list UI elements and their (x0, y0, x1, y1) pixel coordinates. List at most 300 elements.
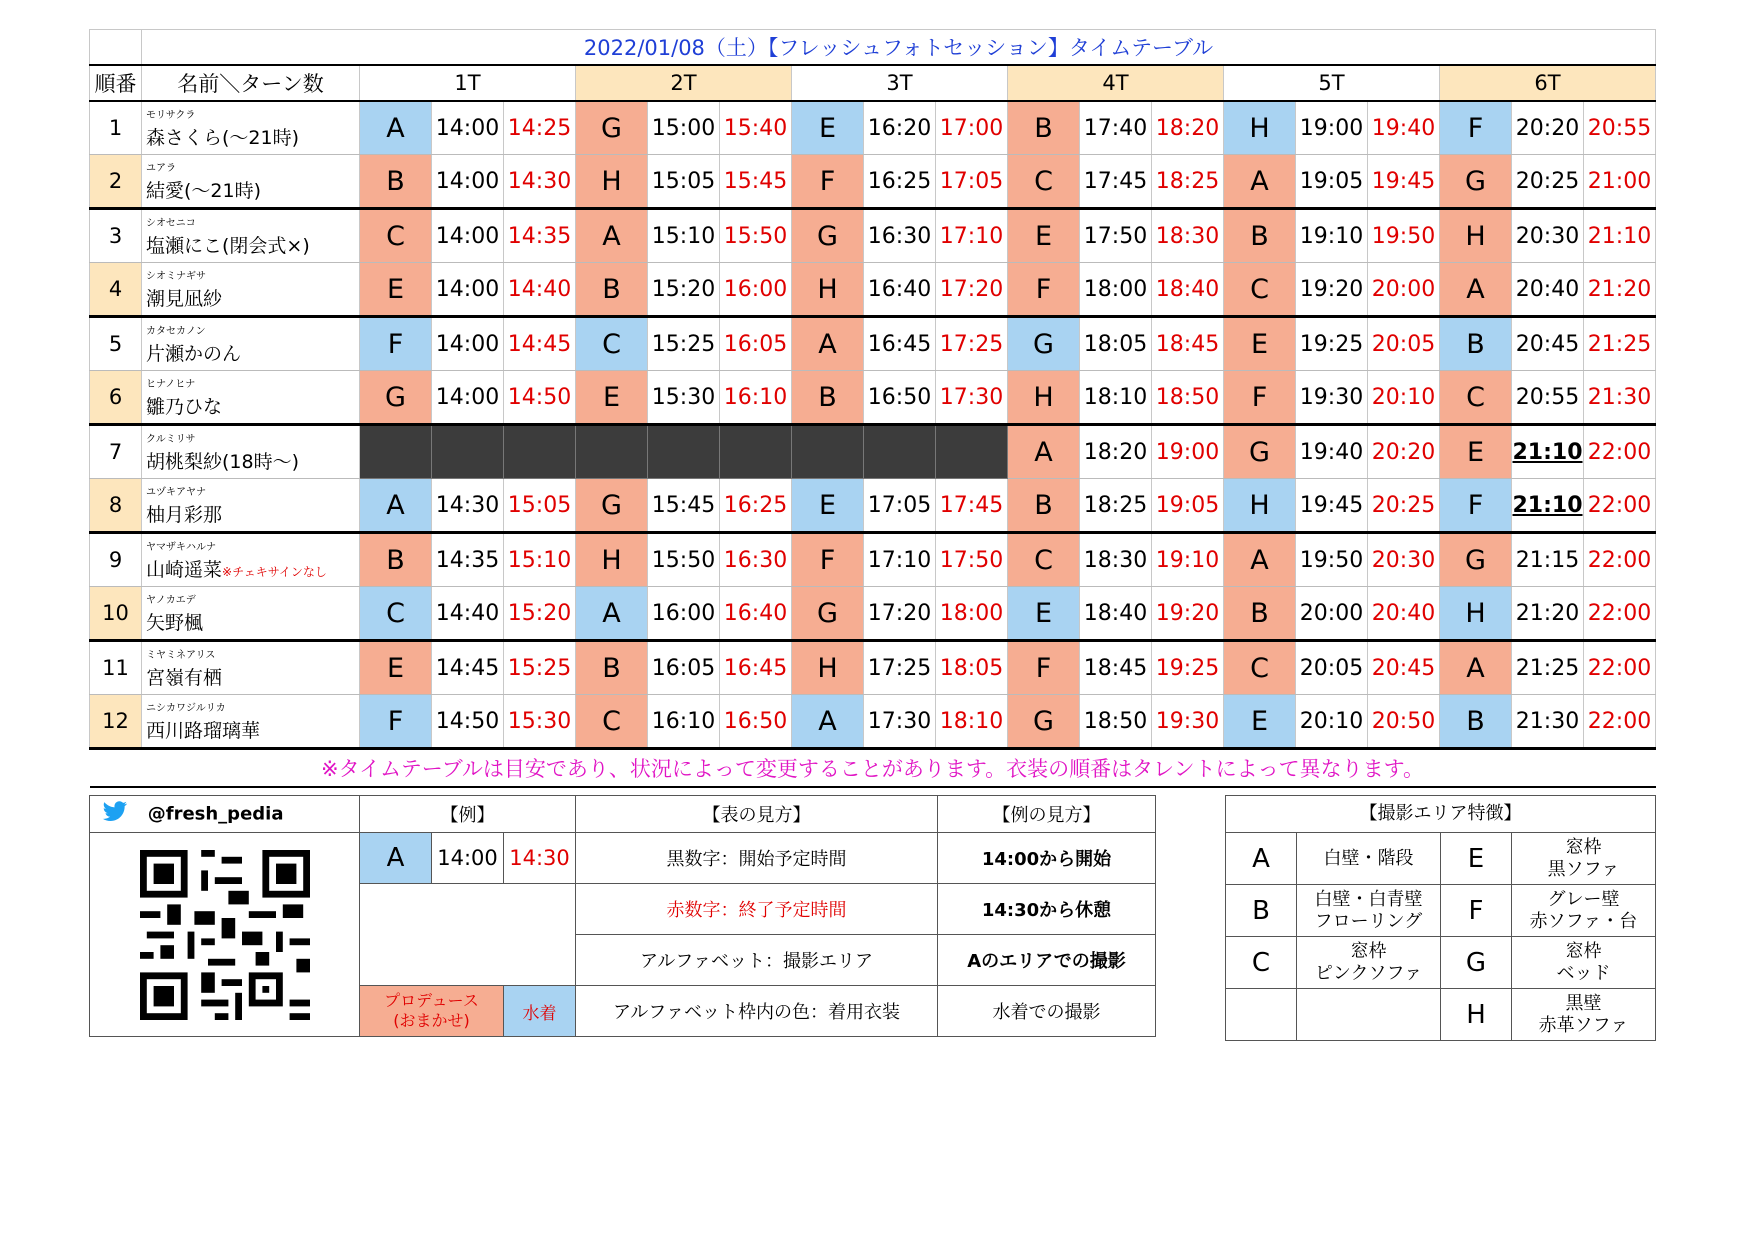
table-row (90, 155, 1656, 209)
talent-name-line (146, 555, 327, 582)
area-description: 白壁・階段 (1297, 833, 1441, 885)
slot-start-time: 21:20 (1512, 587, 1584, 641)
twitter-icon (102, 801, 128, 828)
slot-start-time: 18:40 (1080, 587, 1152, 641)
talent-kana: ユアラ (146, 163, 176, 174)
slot-end-time: 15:40 (720, 101, 792, 155)
talent-name-cell (142, 371, 360, 425)
talent-name: 西川路瑠璃華 (146, 720, 261, 742)
qr-code-cell (90, 833, 360, 1037)
area-row (1226, 989, 1656, 1041)
slot-area: F (1440, 479, 1512, 533)
slot-end-time: 21:00 (1584, 155, 1656, 209)
slot-end-time: 15:05 (504, 479, 576, 533)
slot-start-time: 18:05 (1080, 317, 1152, 371)
slot-area: G (1008, 317, 1080, 371)
slot-end-time: 17:30 (936, 371, 1008, 425)
slot-end-time: 20:00 (1368, 263, 1440, 317)
slot-start-time: 20:25 (1512, 155, 1584, 209)
unavailable-slot (792, 425, 864, 479)
row-number: 5 (90, 317, 142, 371)
timetable (89, 29, 1656, 788)
talent-name-cell (142, 695, 360, 749)
talent-name: 柚月彩那 (146, 504, 223, 526)
slot-end-time: 19:05 (1152, 479, 1224, 533)
unavailable-slot (720, 425, 792, 479)
slot-start-time: 17:05 (864, 479, 936, 533)
slot-area: G (1008, 695, 1080, 749)
slot-end-time: 21:20 (1584, 263, 1656, 317)
slot-end-time: 16:05 (720, 317, 792, 371)
slot-end-time: 17:25 (936, 317, 1008, 371)
howto-start: 黒数字：開始予定時間 (576, 833, 938, 884)
slot-end-time: 20:45 (1368, 641, 1440, 695)
slot-area: H (576, 533, 648, 587)
slot-start-time: 18:50 (1080, 695, 1152, 749)
talent-name-line (146, 392, 222, 419)
produce-swatch: プロデュース (おまかせ) (360, 986, 504, 1037)
slot-end-time: 14:50 (504, 371, 576, 425)
slot-end-time: 20:40 (1368, 587, 1440, 641)
slot-start-time: 20:30 (1512, 209, 1584, 263)
slot-area: H (1224, 479, 1296, 533)
slot-start-time: 14:40 (432, 587, 504, 641)
slot-area: G (792, 209, 864, 263)
area-description: 窓枠 黒ソファ (1512, 833, 1656, 885)
slot-area: E (1008, 209, 1080, 263)
slot-area: E (1008, 587, 1080, 641)
talent-name-line (146, 176, 261, 203)
table-row (90, 371, 1656, 425)
slot-end-time: 20:50 (1368, 695, 1440, 749)
order-header: 順番 (90, 65, 142, 101)
slot-end-time: 16:50 (720, 695, 792, 749)
slot-start-time: 18:20 (1080, 425, 1152, 479)
area-letter: F (1440, 885, 1511, 937)
talent-kana: シオミナギサ (146, 271, 206, 282)
talent-name-cell (142, 425, 360, 479)
slot-end-time: 16:40 (720, 587, 792, 641)
slot-area: B (1008, 479, 1080, 533)
timetable-sheet (89, 29, 1656, 1036)
table-row (90, 209, 1656, 263)
slot-end-time: 21:10 (1584, 209, 1656, 263)
slot-start-time: 19:30 (1296, 371, 1368, 425)
talent-name: 森さくら(～21時) (146, 127, 300, 149)
slot-end-time: 16:45 (720, 641, 792, 695)
talent-name-line (146, 339, 241, 366)
talent-name: 山崎遥菜 (146, 559, 223, 581)
talent-kana: ヤノカエデ (146, 595, 196, 606)
slot-start-time: 14:00 (432, 155, 504, 209)
slot-end-time: 22:00 (1584, 479, 1656, 533)
unavailable-slot (576, 425, 648, 479)
slot-start-time: 17:50 (1080, 209, 1152, 263)
talent-kana: シオセニコ (146, 218, 196, 229)
slot-start-time: 16:20 (864, 101, 936, 155)
slot-area: E (1440, 425, 1512, 479)
slot-area: C (1008, 533, 1080, 587)
slot-area: C (1440, 371, 1512, 425)
turn-header-6: 6T (1440, 65, 1656, 101)
slot-start-time: 14:30 (432, 479, 504, 533)
slot-end-time: 14:35 (504, 209, 576, 263)
talent-name-cell (142, 263, 360, 317)
name-turns-header: 名前＼ターン数 (142, 65, 360, 101)
slot-start-time: 19:25 (1296, 317, 1368, 371)
howto-color: アルファベット枠内の色：着用衣装 (576, 986, 938, 1037)
slot-end-time: 17:00 (936, 101, 1008, 155)
slot-area: H (1440, 209, 1512, 263)
area-description: 窓枠 ピンクソファ (1297, 937, 1441, 989)
talent-name: 片瀬かのん (146, 343, 242, 365)
slot-start-time: 14:00 (432, 371, 504, 425)
slot-end-time: 22:00 (1584, 695, 1656, 749)
slot-start-time: 18:45 (1080, 641, 1152, 695)
unavailable-slot (648, 425, 720, 479)
talent-kana: カタセカノン (146, 326, 206, 337)
slot-area: G (1440, 533, 1512, 587)
table-row (90, 101, 1656, 155)
turn-header-2: 2T (576, 65, 792, 101)
slot-area: C (1224, 641, 1296, 695)
swimsuit-swatch: 水着 (504, 986, 576, 1037)
slot-end-time: 15:30 (504, 695, 576, 749)
slot-end-time: 16:00 (720, 263, 792, 317)
howto-end: 赤数字：終了予定時間 (576, 884, 938, 935)
slot-area: A (576, 587, 648, 641)
talent-name: 胡桃梨紗(18時～) (146, 451, 300, 473)
slot-start-time: 16:05 (648, 641, 720, 695)
slot-end-time: 22:00 (1584, 641, 1656, 695)
slot-end-time: 18:30 (1152, 209, 1224, 263)
slot-start-time: 17:30 (864, 695, 936, 749)
slot-end-time: 18:20 (1152, 101, 1224, 155)
slot-area: C (1008, 155, 1080, 209)
slot-end-time: 19:45 (1368, 155, 1440, 209)
slot-start-time: 18:30 (1080, 533, 1152, 587)
row-number: 3 (90, 209, 142, 263)
slot-area: C (360, 209, 432, 263)
area-letter: E (1440, 833, 1511, 885)
slot-start-time: 14:00 (432, 101, 504, 155)
example-header: 【例】 (360, 796, 576, 833)
talent-name-cell (142, 641, 360, 695)
slot-start-time: 21:15 (1512, 533, 1584, 587)
slot-end-time: 17:05 (936, 155, 1008, 209)
table-row (90, 425, 1656, 479)
row-number: 9 (90, 533, 142, 587)
slot-area: A (360, 479, 432, 533)
slot-end-time: 18:45 (1152, 317, 1224, 371)
talent-name: 宮嶺有栖 (146, 667, 223, 689)
slot-end-time: 16:10 (720, 371, 792, 425)
talent-name: 矢野楓 (146, 612, 204, 634)
slot-start-time: 14:35 (432, 533, 504, 587)
howto-color-example: 水着での撮影 (938, 986, 1156, 1037)
table-row (90, 533, 1656, 587)
legend-table (89, 795, 1156, 1037)
unavailable-slot (432, 425, 504, 479)
slot-area: G (1224, 425, 1296, 479)
slot-start-time: 15:30 (648, 371, 720, 425)
slot-area: G (576, 479, 648, 533)
slot-end-time: 17:50 (936, 533, 1008, 587)
row-number: 4 (90, 263, 142, 317)
area-header: 【撮影エリア特徴】 (1226, 796, 1656, 833)
slot-start-time: 21:30 (1512, 695, 1584, 749)
slot-end-time: 15:10 (504, 533, 576, 587)
slot-area: A (1008, 425, 1080, 479)
area-letter: C (1226, 937, 1297, 989)
slot-area: F (360, 317, 432, 371)
slot-area: F (792, 533, 864, 587)
slot-end-time: 19:25 (1152, 641, 1224, 695)
talent-name-line (146, 716, 260, 743)
talent-name-line (146, 231, 310, 258)
slot-end-time: 17:45 (936, 479, 1008, 533)
talent-kana: ニシカワジルリカ (146, 703, 226, 714)
slot-end-time: 15:45 (720, 155, 792, 209)
slot-start-time: 18:25 (1080, 479, 1152, 533)
slot-start-time: 18:00 (1080, 263, 1152, 317)
slot-area: B (576, 263, 648, 317)
slot-start-time: 19:10 (1296, 209, 1368, 263)
table-row (90, 479, 1656, 533)
example-end: 14:30 (504, 833, 576, 884)
talent-name-cell (142, 533, 360, 587)
area-description (1297, 989, 1441, 1041)
slot-end-time: 19:10 (1152, 533, 1224, 587)
notice-text: ※タイムテーブルは目安であり、状況によって変更することがあります。衣装の順番はタレントによって異なります。 (90, 749, 1656, 788)
talent-name: 雛乃ひな (146, 396, 223, 418)
slot-area: E (360, 641, 432, 695)
slot-area: A (792, 695, 864, 749)
slot-end-time: 16:25 (720, 479, 792, 533)
talent-note: ※チェキサインなし (222, 565, 327, 579)
slot-start-time: 17:45 (1080, 155, 1152, 209)
slot-area: B (1224, 587, 1296, 641)
talent-name-cell (142, 101, 360, 155)
slot-area: F (1440, 101, 1512, 155)
unavailable-slot (504, 425, 576, 479)
turn-header-5: 5T (1224, 65, 1440, 101)
slot-area: F (1008, 263, 1080, 317)
area-description: 窓枠 ベッド (1512, 937, 1656, 989)
slot-area: H (792, 641, 864, 695)
slot-area: A (1224, 155, 1296, 209)
qr-code-icon[interactable] (140, 850, 310, 1020)
slot-start-time: 16:00 (648, 587, 720, 641)
slot-end-time: 14:25 (504, 101, 576, 155)
slot-area: G (792, 587, 864, 641)
slot-start-time: 17:10 (864, 533, 936, 587)
example-start: 14:00 (432, 833, 504, 884)
slot-end-time: 15:25 (504, 641, 576, 695)
howto-area-example: Aのエリアでの撮影 (938, 935, 1156, 986)
talent-name-cell (142, 587, 360, 641)
talent-kana: モリサクラ (146, 110, 196, 121)
table-row (90, 695, 1656, 749)
row-number: 2 (90, 155, 142, 209)
slot-area: A (576, 209, 648, 263)
slot-start-time: 20:40 (1512, 263, 1584, 317)
talent-name-cell (142, 317, 360, 371)
slot-area: A (360, 101, 432, 155)
slot-area: G (1440, 155, 1512, 209)
howto-end-example: 14:30から休憩 (938, 884, 1156, 935)
slot-area: B (1440, 695, 1512, 749)
slot-start-time: 16:40 (864, 263, 936, 317)
slot-area: H (792, 263, 864, 317)
unavailable-slot (360, 425, 432, 479)
slot-start-time: 15:50 (648, 533, 720, 587)
slot-end-time: 14:45 (504, 317, 576, 371)
slot-area: A (792, 317, 864, 371)
area-letter: B (1226, 885, 1297, 937)
slot-area: B (1224, 209, 1296, 263)
slot-end-time: 20:25 (1368, 479, 1440, 533)
slot-start-time: 21:10 (1512, 479, 1584, 533)
slot-end-time: 19:20 (1152, 587, 1224, 641)
area-row (1226, 937, 1656, 989)
slot-start-time: 14:00 (432, 263, 504, 317)
talent-name-line (146, 663, 222, 690)
slot-end-time: 20:20 (1368, 425, 1440, 479)
slot-area: E (576, 371, 648, 425)
howto-area: アルファベット：撮影エリア (576, 935, 938, 986)
slot-start-time: 15:25 (648, 317, 720, 371)
talent-name-line (146, 284, 222, 311)
slot-start-time: 21:10 (1512, 425, 1584, 479)
slot-start-time: 15:05 (648, 155, 720, 209)
slot-end-time: 19:00 (1152, 425, 1224, 479)
howto-header: 【表の見方】 (576, 796, 938, 833)
account-cell (90, 796, 360, 833)
slot-start-time: 15:00 (648, 101, 720, 155)
slot-end-time: 18:25 (1152, 155, 1224, 209)
row-number: 8 (90, 479, 142, 533)
slot-start-time: 16:25 (864, 155, 936, 209)
slot-end-time: 19:40 (1368, 101, 1440, 155)
talent-name-line (146, 500, 222, 527)
slot-area: H (1440, 587, 1512, 641)
slot-end-time: 17:20 (936, 263, 1008, 317)
slot-start-time: 15:45 (648, 479, 720, 533)
slot-start-time: 14:45 (432, 641, 504, 695)
slot-end-time: 18:50 (1152, 371, 1224, 425)
slot-start-time: 17:40 (1080, 101, 1152, 155)
slot-start-time: 16:30 (864, 209, 936, 263)
table-row (90, 263, 1656, 317)
turn-header-1: 1T (360, 65, 576, 101)
slot-area: E (1224, 695, 1296, 749)
talent-name-cell (142, 155, 360, 209)
slot-start-time: 20:05 (1296, 641, 1368, 695)
slot-area: E (792, 101, 864, 155)
slot-end-time: 22:00 (1584, 587, 1656, 641)
talent-kana: ヒナノヒナ (146, 379, 196, 390)
talent-name-cell (142, 479, 360, 533)
slot-end-time: 20:05 (1368, 317, 1440, 371)
slot-end-time: 15:20 (504, 587, 576, 641)
howto-start-example: 14:00から開始 (938, 833, 1156, 884)
slot-end-time: 20:30 (1368, 533, 1440, 587)
slot-start-time: 20:00 (1296, 587, 1368, 641)
slot-area: C (576, 317, 648, 371)
area-description: 白壁・白青壁 フローリング (1297, 885, 1441, 937)
slot-end-time: 18:05 (936, 641, 1008, 695)
slot-area: G (576, 101, 648, 155)
account-handle[interactable]: @fresh_pedia (147, 803, 284, 824)
unavailable-slot (936, 425, 1008, 479)
talent-kana: ユヅキアヤナ (146, 487, 206, 498)
slot-end-time: 18:10 (936, 695, 1008, 749)
slot-area: G (360, 371, 432, 425)
slot-end-time: 21:30 (1584, 371, 1656, 425)
talent-name-cell (142, 209, 360, 263)
example-howto-header: 【例の見方】 (938, 796, 1156, 833)
table-row (90, 641, 1656, 695)
slot-end-time: 16:30 (720, 533, 792, 587)
turn-header-4: 4T (1008, 65, 1224, 101)
unavailable-slot (864, 425, 936, 479)
slot-start-time: 14:00 (432, 209, 504, 263)
slot-end-time: 14:40 (504, 263, 576, 317)
area-description: 黒壁 赤革ソファ (1512, 989, 1656, 1041)
slot-start-time: 19:20 (1296, 263, 1368, 317)
slot-area: B (1440, 317, 1512, 371)
row-number: 12 (90, 695, 142, 749)
talent-kana: ミヤミネアリス (146, 650, 216, 661)
area-letter: G (1440, 937, 1511, 989)
talent-name: 塩瀬にこ(閉会式×) (146, 235, 310, 257)
row-number: 7 (90, 425, 142, 479)
talent-kana: ヤマザキハルナ (146, 542, 216, 553)
slot-end-time: 22:00 (1584, 425, 1656, 479)
area-letter (1226, 989, 1297, 1041)
slot-start-time: 14:00 (432, 317, 504, 371)
area-letter: H (1440, 989, 1511, 1041)
slot-start-time: 19:40 (1296, 425, 1368, 479)
slot-start-time: 15:20 (648, 263, 720, 317)
talent-kana: クルミリサ (146, 434, 196, 445)
slot-start-time: 14:50 (432, 695, 504, 749)
slot-end-time: 21:25 (1584, 317, 1656, 371)
slot-end-time: 20:55 (1584, 101, 1656, 155)
talent-name: 潮見凪紗 (146, 288, 223, 310)
slot-start-time: 19:00 (1296, 101, 1368, 155)
slot-area: F (792, 155, 864, 209)
area-letter: A (1226, 833, 1297, 885)
slot-area: H (1008, 371, 1080, 425)
slot-end-time: 22:00 (1584, 533, 1656, 587)
slot-area: H (576, 155, 648, 209)
slot-area: B (1008, 101, 1080, 155)
slot-end-time: 17:10 (936, 209, 1008, 263)
turn-header-3: 3T (792, 65, 1008, 101)
slot-start-time: 18:10 (1080, 371, 1152, 425)
slot-start-time: 17:20 (864, 587, 936, 641)
slot-start-time: 21:25 (1512, 641, 1584, 695)
slot-area: C (1224, 263, 1296, 317)
slot-end-time: 15:50 (720, 209, 792, 263)
slot-end-time: 18:40 (1152, 263, 1224, 317)
slot-start-time: 19:05 (1296, 155, 1368, 209)
slot-end-time: 20:10 (1368, 371, 1440, 425)
slot-area: A (1440, 641, 1512, 695)
slot-end-time: 18:00 (936, 587, 1008, 641)
